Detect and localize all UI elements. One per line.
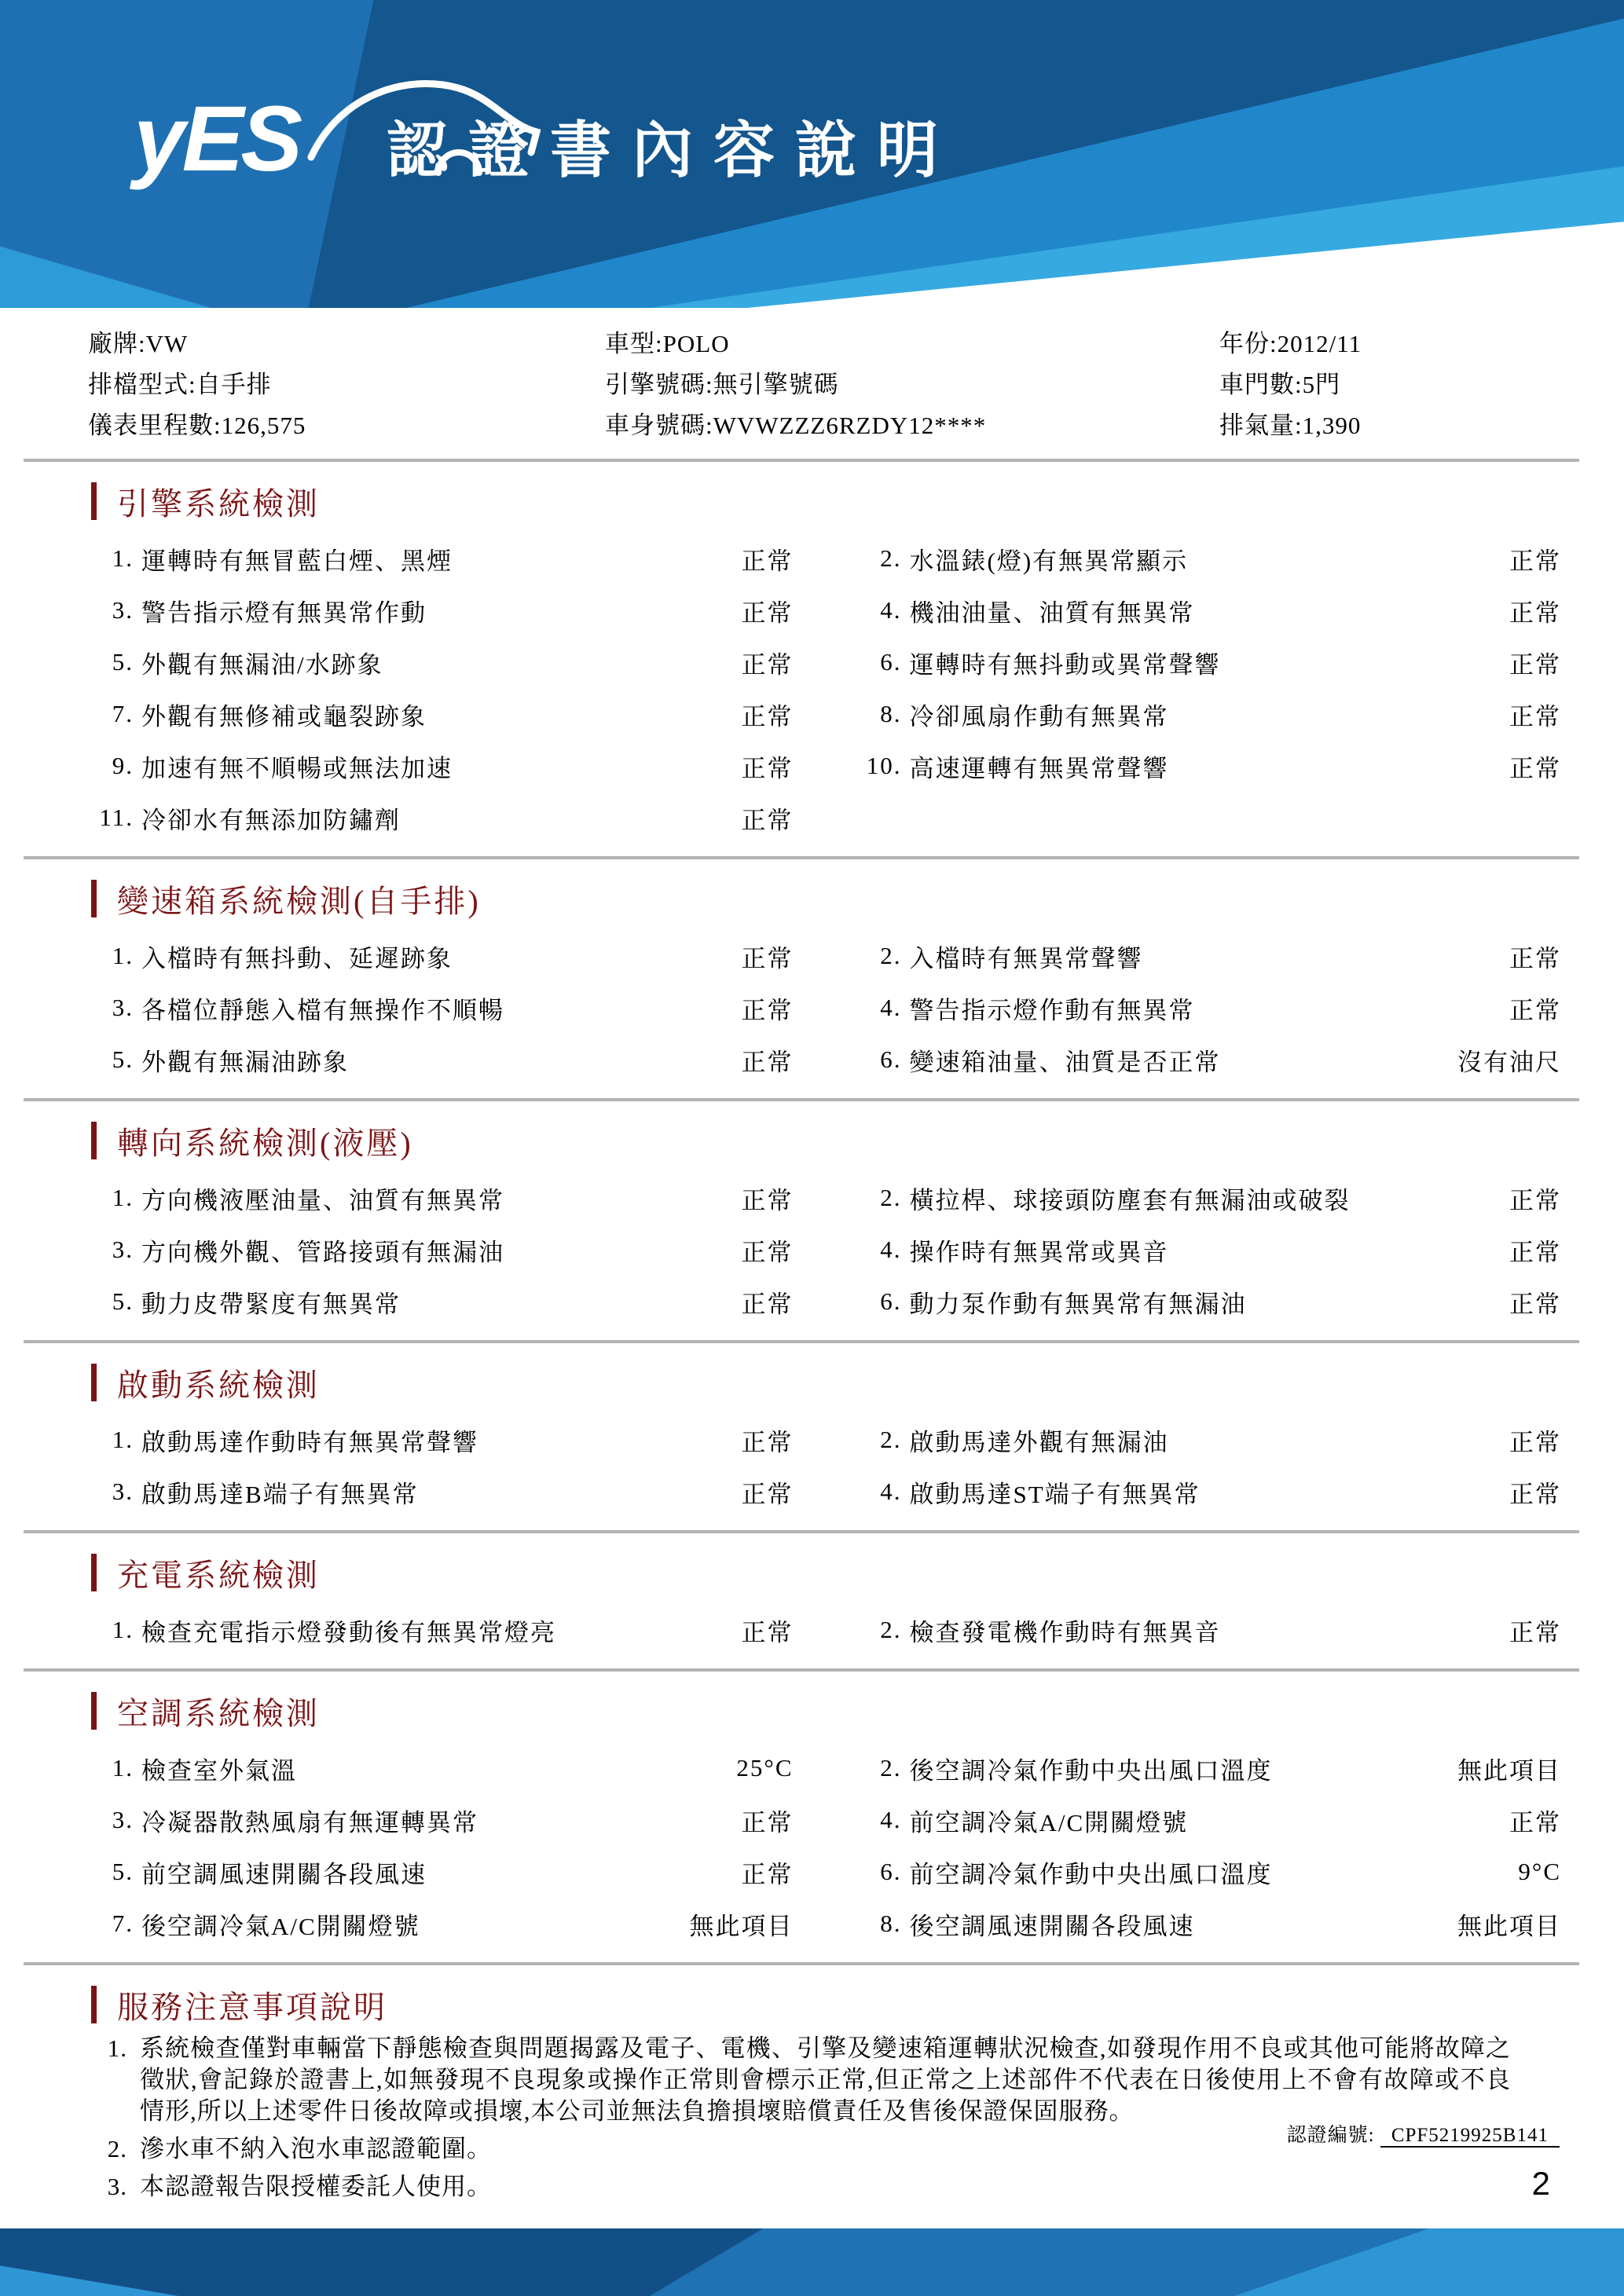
inspection-item <box>88 1414 794 1466</box>
inspection-item <box>856 1224 1562 1276</box>
item-label: 檢查發電機作動時有無異音 <box>909 1618 1221 1646</box>
item-value: 正常 <box>741 702 794 731</box>
vehicle-info-label: 排氣量 <box>1219 412 1295 439</box>
inspection-item <box>88 636 794 688</box>
inspection-item <box>856 1742 1562 1794</box>
vehicle-info <box>88 324 1577 446</box>
divider <box>24 1668 1579 1672</box>
item-label: 加速有無不順暢或無法加速 <box>141 754 453 782</box>
inspection-section <box>88 479 1561 844</box>
inspection-item <box>88 1742 794 1794</box>
section-title-row <box>91 877 1561 921</box>
yes-logo-text: yES <box>134 87 300 191</box>
item-number: 2. <box>880 1184 902 1211</box>
section-title-row <box>91 1360 1561 1404</box>
section-title-row <box>91 479 1561 523</box>
vehicle-info-separator: : <box>706 412 713 439</box>
item-number: 4. <box>880 1806 902 1833</box>
note-number: 3. <box>107 2173 127 2200</box>
item-value: 正常 <box>741 1808 794 1836</box>
item-number: 8. <box>880 1910 902 1937</box>
item-number: 6. <box>880 1858 902 1885</box>
vehicle-info-value: 126,575 <box>221 412 306 439</box>
note-text: 滲水車不納入泡水車認證範圍。 <box>140 2135 492 2162</box>
item-label: 啟動馬達B端子有無異常 <box>141 1480 419 1508</box>
vehicle-info-cell <box>88 324 605 364</box>
item-value: 正常 <box>741 1290 794 1318</box>
section-title-row <box>91 1551 1561 1595</box>
item-value: 正常 <box>1509 650 1561 679</box>
item-number: 6. <box>880 1045 902 1073</box>
page-number: 2 <box>1531 2165 1550 2202</box>
section-accent-bar <box>91 482 97 520</box>
item-value: 正常 <box>741 1428 794 1456</box>
item-value: 正常 <box>741 547 794 575</box>
item-value: 正常 <box>741 944 794 972</box>
item-number: 2. <box>880 1616 902 1643</box>
inspection-item <box>88 688 794 740</box>
vehicle-info-cell <box>1219 405 1577 446</box>
section-title-row <box>91 1119 1561 1163</box>
vehicle-info-value: 無引擎號碼 <box>713 371 839 398</box>
vehicle-info-label: 廠牌 <box>88 330 138 357</box>
item-value: 無此項目 <box>689 1912 794 1940</box>
item-label: 警告指示燈作動有無異常 <box>909 996 1195 1024</box>
inspection-item <box>88 1794 794 1846</box>
item-label: 檢查充電指示燈發動後有無異常燈亮 <box>141 1618 556 1646</box>
item-label: 運轉時有無抖動或異常聲響 <box>909 650 1221 679</box>
divider <box>24 459 1579 462</box>
item-value: 正常 <box>741 996 794 1024</box>
inspection-item <box>856 1898 1562 1950</box>
section-accent-bar <box>91 880 97 917</box>
inspection-item <box>856 1846 1562 1898</box>
item-label: 前空調風速開關各段風速 <box>141 1860 427 1888</box>
inspection-item <box>856 930 1562 982</box>
inspection-section <box>88 1551 1561 1656</box>
item-label: 橫拉桿、球接頭防塵套有無漏油或破裂 <box>909 1186 1351 1214</box>
section-title: 變速箱系統檢測(自手排) <box>117 883 481 919</box>
divider <box>24 1098 1579 1101</box>
item-value: 25°C <box>736 1754 794 1782</box>
inspection-item <box>88 982 794 1034</box>
item-label: 外觀有無修補或龜裂跡象 <box>141 702 427 731</box>
vehicle-info-cell <box>88 364 605 405</box>
item-value: 正常 <box>1509 1290 1561 1318</box>
vehicle-info-separator: : <box>1295 371 1303 398</box>
item-number: 1. <box>112 1754 134 1782</box>
item-value: 正常 <box>741 1480 794 1508</box>
note-text: 系統檢查僅對車輛當下靜態檢查與問題揭露及電子、電機、引擎及變速箱運轉狀況檢查,如發現作用不良或其他可能將故障之徵狀,會記錄於證書上,如無發現不良現象或操作正常則會標示正常,但正常之上述部件不代表在日後使用上不會有故障或不良情形,所以上述零件日後故障或損壞,本公司並無法負擔損壞賠償責任及售後保證保固服務。 <box>140 2034 1511 2125</box>
inspection-item <box>856 1034 1562 1086</box>
item-number: 4. <box>880 596 902 624</box>
vehicle-info-label: 車型 <box>605 330 655 357</box>
item-number: 5. <box>112 648 134 676</box>
item-number: 2. <box>880 1754 902 1782</box>
inspection-item <box>856 1414 1562 1466</box>
inspection-item <box>88 533 794 584</box>
item-value: 正常 <box>741 754 794 782</box>
item-label: 水溫錶(燈)有無異常顯示 <box>909 547 1189 575</box>
item-value: 正常 <box>1509 1808 1561 1836</box>
vehicle-info-value: POLO <box>662 330 730 357</box>
section-accent-bar <box>91 1986 97 2023</box>
item-label: 啟動馬達作動時有無異常聲響 <box>141 1428 478 1456</box>
service-notes <box>88 1983 1561 2203</box>
item-number: 1. <box>112 1616 134 1643</box>
vehicle-info-cell <box>605 364 1219 405</box>
inspection-item <box>88 930 794 982</box>
section-accent-bar <box>91 1122 97 1159</box>
item-value: 正常 <box>1509 1480 1561 1508</box>
item-label: 檢查室外氣溫 <box>141 1756 297 1785</box>
item-value: 正常 <box>741 1860 794 1888</box>
certificate-number <box>1287 2119 1560 2148</box>
section-accent-bar <box>91 1364 97 1401</box>
item-number: 3. <box>112 1478 134 1505</box>
vehicle-info-separator: : <box>189 371 196 398</box>
section-items <box>88 1604 1561 1656</box>
inspection-item <box>856 1276 1562 1327</box>
item-value: 正常 <box>741 650 794 679</box>
item-label: 高速運轉有無異常聲響 <box>909 754 1169 782</box>
vehicle-info-label: 排檔型式 <box>88 371 189 398</box>
item-number: 8. <box>880 700 902 727</box>
item-value: 9°C <box>1518 1858 1561 1885</box>
vehicle-info-value: 5門 <box>1302 371 1341 398</box>
section-items <box>88 1172 1561 1327</box>
item-number: 4. <box>880 1478 902 1505</box>
item-value: 無此項目 <box>1457 1912 1561 1940</box>
inspection-item <box>88 1604 794 1656</box>
vehicle-info-separator: : <box>1270 330 1278 357</box>
inspection-section <box>88 877 1561 1086</box>
item-value: 正常 <box>741 1238 794 1266</box>
item-value: 正常 <box>741 599 794 627</box>
service-note <box>88 2033 1561 2127</box>
item-label: 啟動馬達外觀有無漏油 <box>909 1428 1169 1456</box>
item-label: 動力泵作動有無異常有無漏油 <box>909 1290 1247 1318</box>
page-footer-banner <box>0 2228 1624 2296</box>
section-accent-bar <box>91 1692 97 1730</box>
inspection-item <box>88 1898 794 1950</box>
item-label: 方向機液壓油量、油質有無異常 <box>141 1186 504 1214</box>
inspection-item <box>856 1172 1562 1224</box>
notes-title-row <box>91 1983 1561 2027</box>
section-title: 啟動系統檢測 <box>117 1367 320 1403</box>
item-label: 冷卻風扇作動有無異常 <box>909 702 1169 731</box>
item-label: 外觀有無漏油/水跡象 <box>141 650 383 679</box>
item-number: 11. <box>99 804 134 831</box>
item-value: 正常 <box>1509 944 1561 972</box>
inspection-item <box>856 584 1562 636</box>
item-value: 正常 <box>741 806 794 834</box>
inspection-item <box>88 740 794 792</box>
note-number: 2. <box>107 2135 127 2162</box>
inspection-section <box>88 1360 1561 1518</box>
item-label: 動力皮帶緊度有無異常 <box>141 1290 401 1318</box>
divider <box>24 1962 1579 1965</box>
item-number: 5. <box>112 1287 134 1315</box>
inspection-item <box>856 982 1562 1034</box>
item-label: 方向機外觀、管路接頭有無漏油 <box>141 1238 504 1266</box>
inspection-item <box>856 1604 1562 1656</box>
certificate-number-label: 認證編號: <box>1286 2125 1375 2146</box>
item-number: 6. <box>880 1287 902 1315</box>
vehicle-info-value: 自手排 <box>196 371 272 398</box>
item-label: 後空調風速開關各段風速 <box>909 1912 1195 1940</box>
section-items <box>88 930 1561 1086</box>
note-number: 1. <box>107 2034 127 2062</box>
item-number: 3. <box>112 994 134 1021</box>
notes-list <box>88 2033 1561 2203</box>
item-number: 2. <box>880 1426 902 1453</box>
item-number: 2. <box>880 942 902 969</box>
item-label: 冷卻水有無添加防鏽劑 <box>141 806 401 834</box>
divider <box>24 856 1579 859</box>
vehicle-info-separator: : <box>706 371 713 398</box>
service-note <box>88 2171 1561 2203</box>
inspection-item <box>88 1034 794 1086</box>
item-label: 前空調冷氣A/C開關燈號 <box>909 1808 1189 1836</box>
item-label: 啟動馬達ST端子有無異常 <box>909 1480 1201 1508</box>
item-label: 後空調冷氣作動中央出風口溫度 <box>909 1756 1273 1785</box>
inspection-item <box>856 533 1562 584</box>
inspection-item <box>88 1224 794 1276</box>
document-title: 認證書內容說明 <box>387 115 959 185</box>
item-value: 正常 <box>1509 1618 1561 1646</box>
section-title: 轉向系統檢測(液壓) <box>117 1125 413 1161</box>
vehicle-info-cell <box>605 405 1219 446</box>
vehicle-info-label: 儀表里程數 <box>88 412 214 439</box>
section-title: 充電系統檢測 <box>117 1557 320 1593</box>
item-number: 3. <box>112 596 134 624</box>
section-items <box>88 1414 1561 1518</box>
divider <box>24 1530 1579 1533</box>
item-value: 正常 <box>741 1618 794 1646</box>
item-number: 9. <box>112 752 134 779</box>
section-title: 空調系統檢測 <box>117 1695 320 1731</box>
section-items <box>88 533 1561 844</box>
item-value: 無此項目 <box>1457 1756 1561 1785</box>
inspection-item <box>88 1466 794 1518</box>
vehicle-info-cell <box>605 324 1219 364</box>
inspection-section <box>88 1689 1561 1950</box>
inspection-item <box>88 1172 794 1224</box>
vehicle-info-separator: : <box>214 412 222 439</box>
item-label: 機油油量、油質有無異常 <box>909 599 1195 627</box>
inspection-item <box>856 740 1562 792</box>
item-value: 正常 <box>1509 702 1561 731</box>
item-number: 4. <box>880 1236 902 1263</box>
section-title-row <box>91 1689 1561 1733</box>
item-value: 正常 <box>1509 996 1561 1024</box>
item-label: 各檔位靜態入檔有無操作不順暢 <box>141 996 504 1024</box>
inspection-item <box>88 1276 794 1327</box>
section-title: 引擎系統檢測 <box>117 485 320 522</box>
item-value: 正常 <box>1509 1186 1561 1214</box>
item-value: 正常 <box>741 1186 794 1214</box>
vehicle-info-value: 2012/11 <box>1277 330 1362 357</box>
item-label: 入檔時有無異常聲響 <box>909 944 1143 972</box>
section-items <box>88 1742 1561 1950</box>
item-label: 運轉時有無冒藍白煙、黑煙 <box>141 547 453 575</box>
item-value: 正常 <box>1509 1428 1561 1456</box>
divider <box>24 1340 1579 1343</box>
item-number: 4. <box>880 994 902 1021</box>
item-label: 變速箱油量、油質是否正常 <box>909 1048 1221 1076</box>
item-value: 正常 <box>1509 1238 1561 1266</box>
item-number: 5. <box>112 1858 134 1885</box>
item-number: 1. <box>112 1426 134 1453</box>
section-accent-bar <box>91 1554 97 1591</box>
item-value: 沒有油尺 <box>1457 1048 1561 1076</box>
item-label: 前空調冷氣作動中央出風口溫度 <box>909 1860 1273 1888</box>
vehicle-info-separator: : <box>1295 412 1303 439</box>
inspection-item <box>88 1846 794 1898</box>
vehicle-info-label: 車門數 <box>1219 371 1295 398</box>
item-label: 後空調冷氣A/C開關燈號 <box>141 1912 420 1940</box>
vehicle-info-separator: : <box>655 330 663 357</box>
inspection-item <box>856 636 1562 688</box>
inspection-item <box>856 1794 1562 1846</box>
item-label: 入檔時有無抖動、延遲跡象 <box>141 944 453 972</box>
vehicle-info-label: 引擎號碼 <box>605 371 706 398</box>
vehicle-info-label: 年份 <box>1219 330 1270 357</box>
item-value: 正常 <box>741 1048 794 1076</box>
item-label: 警告指示燈有無異常作動 <box>141 599 427 627</box>
notes-title: 服務注意事項說明 <box>117 1989 387 2025</box>
certificate-number-value: CPF5219925B141 <box>1380 2125 1560 2148</box>
item-value: 正常 <box>1509 599 1561 627</box>
item-label: 外觀有無漏油跡象 <box>141 1048 349 1076</box>
sections <box>0 479 1624 1965</box>
vehicle-info-value: 1,390 <box>1302 412 1362 439</box>
inspection-item <box>88 584 794 636</box>
item-number: 10. <box>866 752 902 779</box>
inspection-item <box>88 792 794 844</box>
item-value: 正常 <box>1509 547 1561 575</box>
item-number: 2. <box>880 544 902 572</box>
vehicle-info-cell <box>1219 364 1577 405</box>
vehicle-info-value: VW <box>145 330 189 357</box>
note-text: 本認證報告限授權委託人使用。 <box>140 2173 492 2200</box>
item-number: 7. <box>112 1910 134 1937</box>
item-number: 1. <box>112 1184 134 1211</box>
vehicle-info-cell <box>88 405 605 446</box>
item-number: 1. <box>112 942 134 969</box>
vehicle-info-cell <box>1219 324 1577 364</box>
item-label: 冷凝器散熱風扇有無運轉異常 <box>141 1808 478 1836</box>
inspection-item <box>856 688 1562 740</box>
inspection-section <box>88 1119 1561 1327</box>
item-number: 3. <box>112 1806 134 1833</box>
vehicle-info-label: 車身號碼 <box>605 412 706 439</box>
item-label: 操作時有無異常或異音 <box>909 1238 1169 1266</box>
item-number: 1. <box>112 544 134 572</box>
item-number: 5. <box>112 1045 134 1073</box>
item-value: 正常 <box>1509 754 1561 782</box>
item-number: 7. <box>112 700 134 727</box>
vehicle-info-value: WVWZZZ6RZDY12**** <box>713 412 987 439</box>
item-number: 6. <box>880 648 902 676</box>
vehicle-info-separator: : <box>138 330 146 357</box>
inspection-item <box>856 1466 1562 1518</box>
item-number: 3. <box>112 1236 134 1263</box>
